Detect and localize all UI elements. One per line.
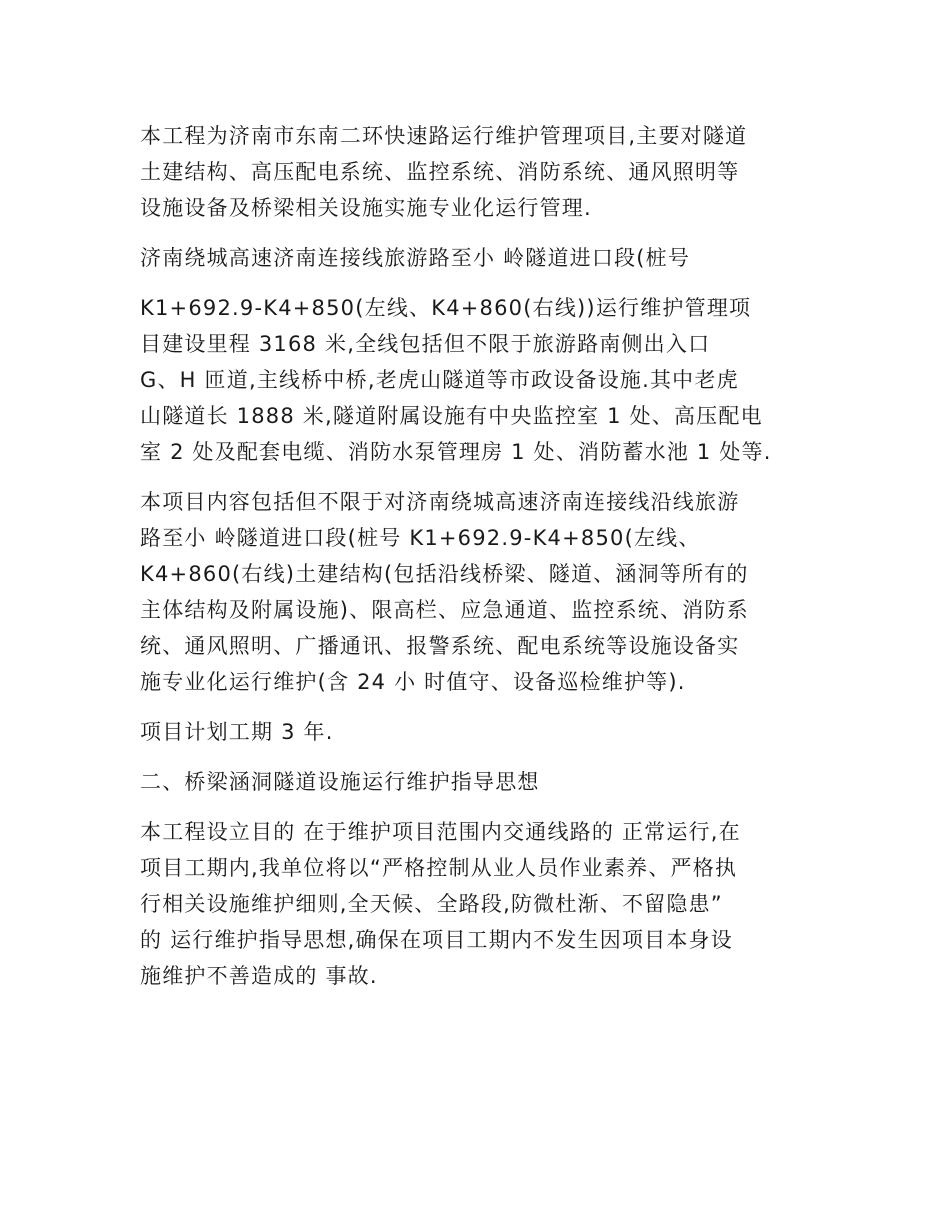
text-line: 本工程设立目的 在于维护项目范围内交通线路的 正常运行,在 — [140, 820, 741, 844]
text-line: 山隧道长 1888 米,隧道附属设施有中央监控室 1 处、高压配电 — [140, 404, 763, 428]
text-line: 本工程为济南市东南二环快速路运行维护管理项目,主要对隧道 — [140, 124, 748, 148]
paragraph-route-segment — [140, 240, 820, 276]
text-line: 土建结构、高压配电系统、监控系统、消防系统、通风照明等 — [140, 160, 740, 184]
text-line: 本项目内容包括但不限于对济南绕城高速济南连接线沿线旅游 — [140, 490, 740, 514]
section-heading — [140, 764, 820, 800]
text-line: 项目工期内,我单位将以“严格控制从业人员作业素养、严格执 — [140, 856, 738, 880]
text-line: 的 运行维护指导思想,确保在项目工期内不发生因项目本身设 — [140, 928, 733, 952]
text-line: 主体结构及附属设施)、限高栏、应急通道、监控系统、消防系 — [140, 598, 749, 622]
text-line: 济南绕城高速济南连接线旅游路至小 岭隧道进口段(桩号 — [140, 246, 691, 270]
text-line: 行相关设施维护细则,全天候、全路段,防微杜渐、不留隐患” — [140, 892, 723, 916]
text-line: 施维护不善造成的 事故. — [140, 964, 378, 988]
document-body — [140, 118, 820, 1008]
text-line: 路至小 岭隧道进口段(桩号 K1+692.9-K4+850(左线、 — [140, 526, 701, 550]
paragraph-project-overview — [140, 118, 820, 226]
heading-line: 二、桥梁涵洞隧道设施运行维护指导思想 — [140, 770, 540, 794]
text-line: K4+860(右线)土建结构(包括沿线桥梁、隧道、涵洞等所有的 — [140, 562, 749, 586]
text-line: 目建设里程 3168 米,全线包括但不限于旅游路南侧出入口 — [140, 332, 711, 356]
text-line: 设施设备及桥梁相关设施实施专业化运行管理. — [140, 196, 592, 220]
text-line: K1+692.9-K4+850(左线、K4+860(右线))运行维护管理项 — [140, 296, 752, 320]
text-line: 施专业化运行维护(含 24 小 时值守、设备巡检维护等). — [140, 670, 686, 694]
text-line: 室 2 处及配套电缆、消防水泵管理房 1 处、消防蓄水池 1 处等. — [140, 440, 772, 464]
text-line: 项目计划工期 3 年. — [140, 720, 334, 744]
text-line: G、H 匝道,主线桥中桥,老虎山隧道等市政设备设施.其中老虎 — [140, 368, 739, 392]
text-line: 统、通风照明、广播通讯、报警系统、配电系统等设施设备实 — [140, 634, 740, 658]
paragraph-guiding-principle — [140, 814, 820, 994]
paragraph-schedule — [140, 714, 820, 750]
paragraph-mileage-details — [140, 290, 820, 470]
paragraph-project-scope — [140, 484, 820, 700]
